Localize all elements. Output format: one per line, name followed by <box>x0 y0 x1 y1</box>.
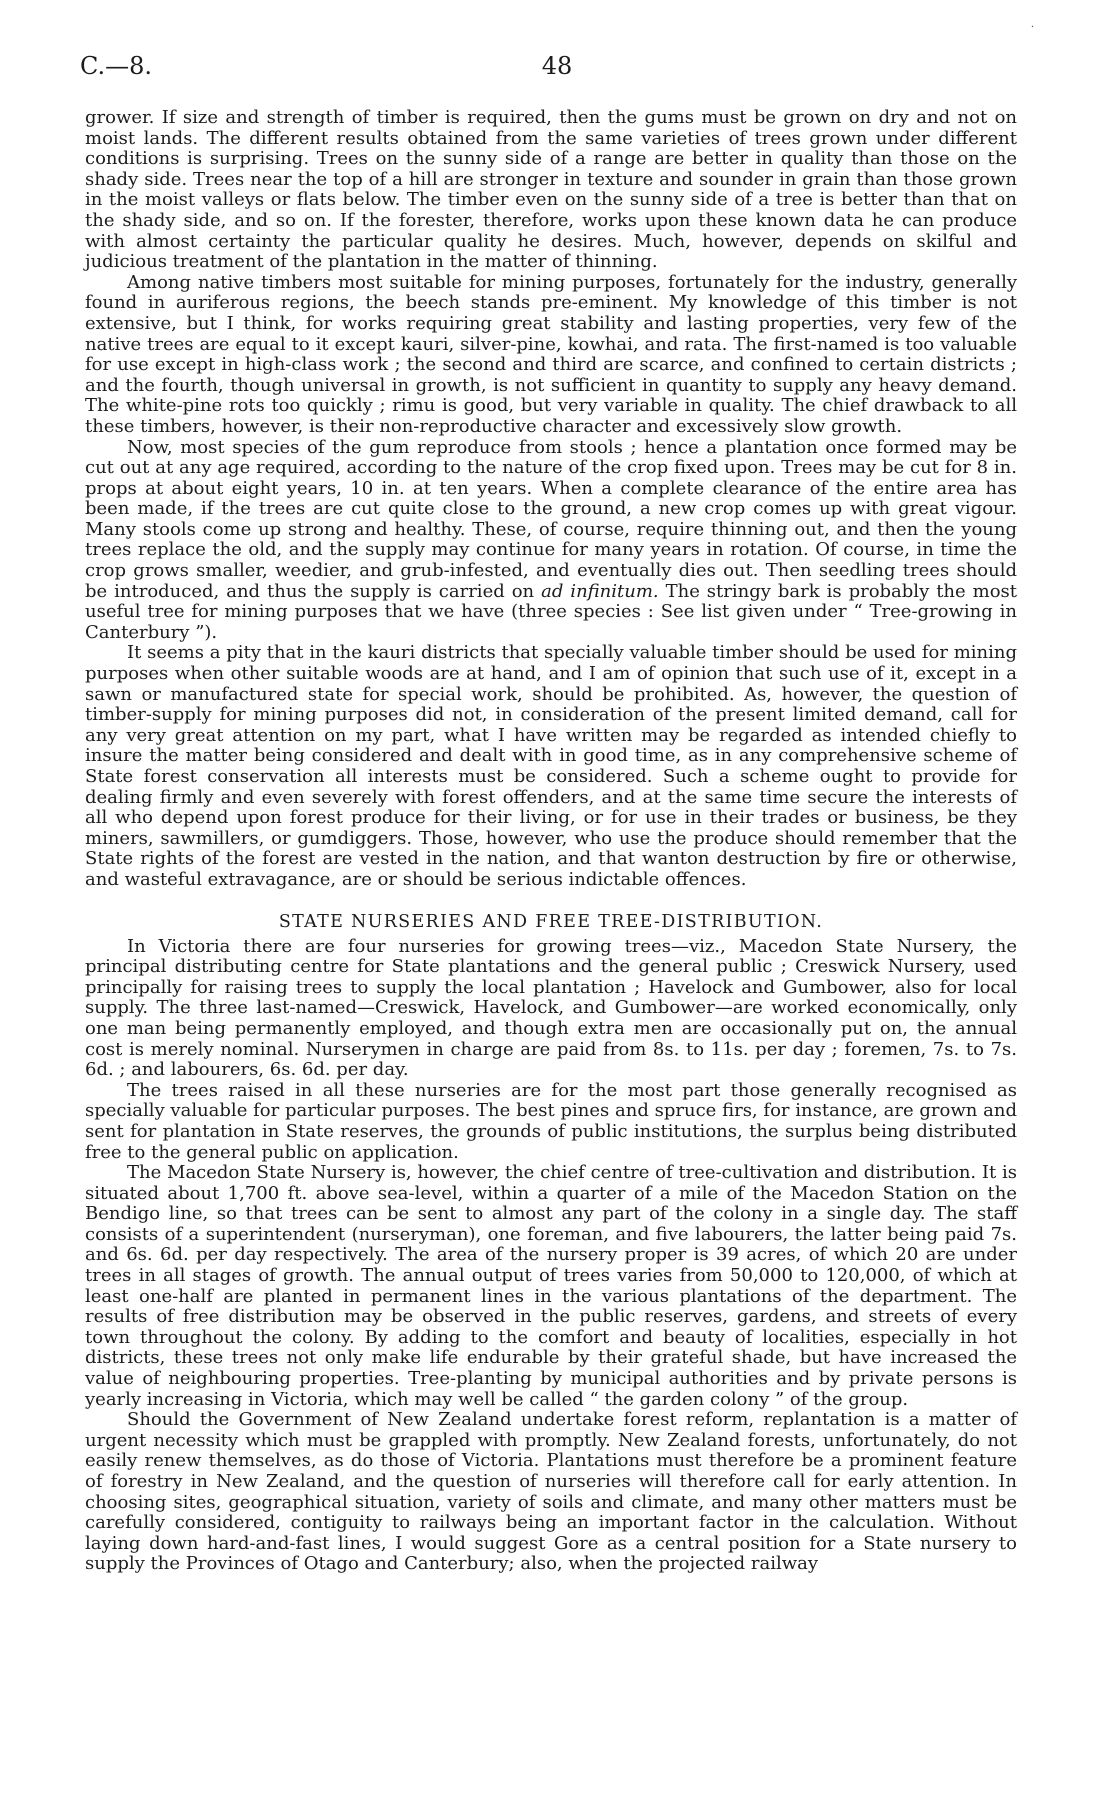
text-run: grower. If size and strength of timber is required, then the gums must be grown on dry and not on moist lands. The different results obtained from the same varieties of trees grown under different conditions is surprising. Trees on the sunny side of a range are better in quality than those on the shady side. Trees near the top of a hill are stronger in texture and sounder in grain than those grown in the moist valleys or flats below. The timber even on the sunny side of a tree is better than that on the shady side, and so on. If the forester, therefore, works upon these known data he can produce with almost certainty the particular quality he desires. Much, however, depends on skilful and judicious treatment of the plantation in the matter of thinning. <box>85 107 1017 273</box>
text-run: The Macedon State Nursery is, however, the chief centre of tree-cultivation and distribution. It is situated about 1,700 ft. above sea-level, within a quarter of a mile of the Macedon Station on the Bendigo line, so that trees can be sent to almost any part of the colony in a single day. The staff consists of a superintendent (nurseryman), one foreman, and five labourers, the latter being paid 7s. and 6s. 6d. per day respectively. The area of the nursery proper is 39 acres, of which 20 are under trees in all stages of growth. The annual output of trees varies from 50,000 to 120,000, of which at least one-half are planted in permanent lines in the various plantations of the department. The results of free distribution may be observed in the public reserves, gardens, and streets of every town throughout the colony. By adding to the comfort and beauty of localities, especially in hot districts, these trees not only make life endurable by their grateful shade, but have increased the value of neighbouring properties. Tree-planting by municipal authorities and by private persons is yearly increasing in Victoria, which may well be called “ the garden colony ” of the group. <box>85 1162 1017 1410</box>
text-run: The stringy bark is probably the most useful tree for mining purposes that we have (three species : See list given under “ Tree-growing in Canterbury ”). <box>85 580 1018 643</box>
text-run: In Victoria there are four nurseries for growing trees—viz., Macedon State Nursery, the principal distributing centre for State plantations and the general public ; Creswick Nursery, used principally for raising trees to supply the local plantation ; Havelock and Gumbower, also for local supply. The three last-named—Creswick, Havelock, and Gumbower—are worked economically, only one man being permanently employed, and though extra men are occasionally put on, the annual cost is merely nominal. Nurserymen in charge are paid from 8s. to 11s. per day ; foremen, 7s. to 7s. 6d. ; and labourers, 6s. 6d. per day. <box>85 935 1017 1081</box>
paragraph-p4 <box>85 643 1017 890</box>
paragraph-p2 <box>85 273 1017 438</box>
text-run: Should the Government of New Zealand undertake forest reform, replantation is a matter of urgent necessity which must be grappled with promptly. New Zealand forests, unfortunately, do not easily renew themselves, as do those of Victoria. Plantations must therefore be a prominent feature of forestry in New Zealand, and the question of nurseries will therefore call for early attention. In choosing sites, geographical situation, variety of soils and climate, and many other matters must be carefully considered, contiguity to railways being an important factor in the calculation. Without laying down hard-and-fast lines, I would suggest Gore as a central position for a State nursery to supply the Provinces of Otago and Canterbury; also, when the projected railway <box>85 1409 1017 1575</box>
paragraph-s2 <box>85 1081 1017 1163</box>
paragraph-s4 <box>85 1410 1017 1575</box>
text-run: The trees raised in all these nurseries are for the most part those generally recognised as specially valuable for particular purposes. The best pines and spruce firs, for instance, are grown and sent for plantation in State reserves, the grounds of public institutions, the surplus being distributed free to the general public on application. <box>85 1079 1017 1163</box>
paragraph-s3 <box>85 1163 1017 1410</box>
text-run: Now, most species of the gum reproduce from stools ; hence a plantation once formed may be cut out at any age required, according to the nature of the crop fixed upon. Trees may be cut for 8 in. props at about eight years, 10 in. at ten years. When a complete clearance of the entire area has been made, if the trees are cut quite close to the ground, a new crop comes up with great vigour. Many stools come up strong and healthy. These, of course, require thinning out, and then the young trees replace the old, and the supply may continue for many years in rotation. Of course, in time the crop grows smaller, weedier, and grub-infested, and eventually dies out. Then seedling trees should be introduced, and thus the supply is carried on <box>85 436 1017 602</box>
section-heading: STATE NURSERIES AND FREE TREE-DISTRIBUTION. <box>278 911 824 932</box>
page-reference: C.—8. <box>80 52 153 80</box>
text-run: It seems a pity that in the kauri districts that specially valuable timber should be used for mining purposes when other suitable woods are at hand, and I am of opinion that such use of it, except in a sawn or manufactured state for special work, should be prohibited. As, however, the question of timber-supply for mining purposes did not, in consideration of the present limited demand, call for any very great attention on my part, what I have written may be regarded as intended chiefly to insure the matter being considered and dealt with in good time, as in any comprehensive scheme of State forest conservation all interests must be considered. Such a scheme ought to provide for dealing firmly and even severely with forest offenders, and at the same time secure the interests of all who depend upon forest produce for their living, or for use in their trades or business, be they miners, sawmillers, or gumdiggers. Those, however, who use the produce should remember that the State rights of the forest are vested in the nation, and that wanton destruction by fire or otherwise, and wasteful extravagance, are or should be serious indictable offences. <box>85 642 1017 890</box>
text-run: Among native timbers most suitable for mining purposes, fortunately for the industry, generally found in auriferous regions, the beech stands pre-eminent. My knowledge of this timber is not extensive, but I think, for works requiring great stability and lasting properties, very few of the native trees are equal to it except kauri, silver-pine, kowhai, and rata. The first-named is too valuable for use except in high-class work ; the second and third are scarce, and confined to certain districts ; and the fourth, though universal in growth, is not sufficient in quantity to supply any heavy demand. The white-pine rots too quickly ; rimu is good, but very variable in quality. The chief drawback to all these timbers, however, is their non-reproductive character and excessively slow growth. <box>85 271 1017 437</box>
forest-paragraphs <box>85 108 1017 891</box>
page-number: 48 <box>541 52 573 80</box>
paragraph-p1 <box>85 108 1017 273</box>
paragraph-s1 <box>85 937 1017 1081</box>
italic-text: ad infinitum. <box>541 580 659 602</box>
body-text <box>85 108 1017 1575</box>
nursery-paragraphs <box>85 937 1017 1575</box>
corner-mark: · <box>1030 22 1034 33</box>
paragraph-p3 <box>85 438 1017 644</box>
page-header <box>80 22 1034 92</box>
